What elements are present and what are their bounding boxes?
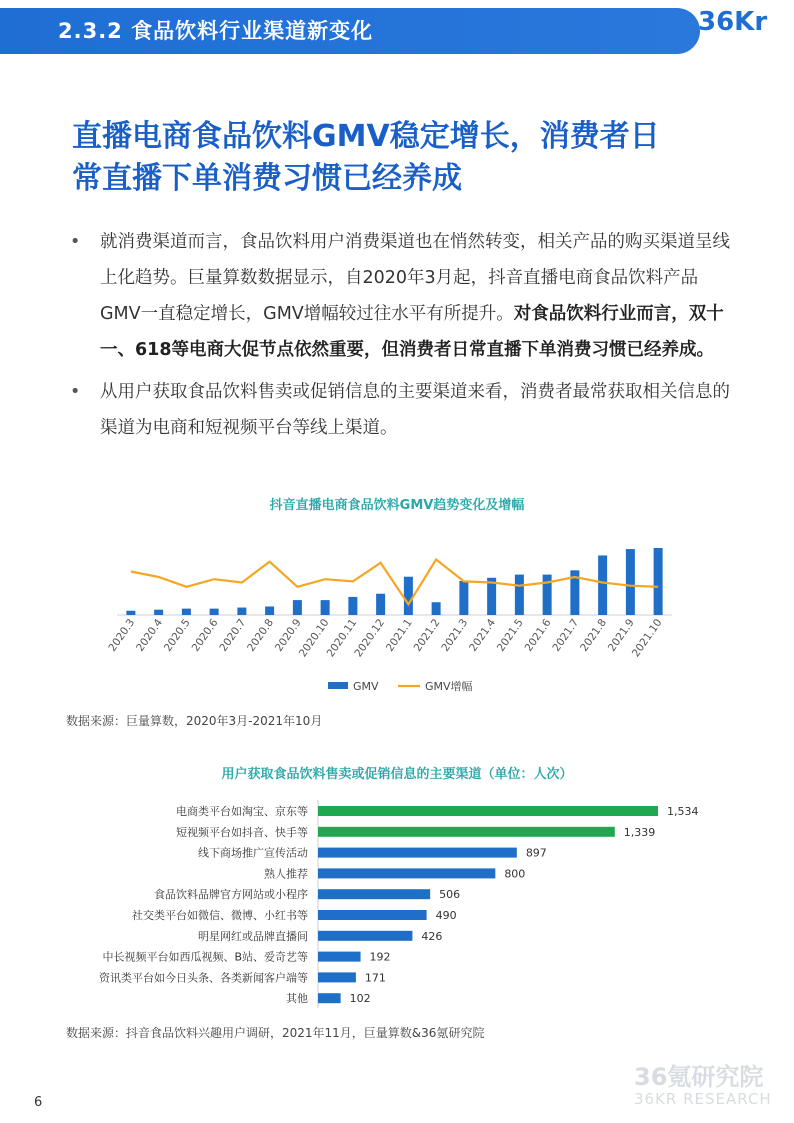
category-label: 电商类平台如淘宝、京东等	[176, 805, 308, 818]
value-label: 1,534	[667, 805, 699, 818]
bullet-dot-icon: •	[70, 232, 81, 252]
gmv-chart-source: 数据来源：巨量算数，2020年3月-2021年10月	[66, 714, 323, 728]
bullet-1-bold-text: 对食品饮料行业而言，双十一、618等电商大促节点依然重要，但消费者日常直播下单消费习惯已经养成。	[100, 304, 724, 360]
category-label: 资讯类平台如今日头条、各类新闻客户端等	[99, 971, 308, 985]
channel-bar	[318, 848, 517, 858]
x-tick-label: 2021.3	[439, 616, 471, 654]
x-tick-label: 2021.1	[383, 616, 415, 654]
x-tick-label: 2021.2	[411, 616, 443, 654]
x-tick-label: 2020.5	[161, 616, 193, 654]
category-label: 社交类平台如微信、微博、小红书等	[132, 909, 308, 922]
channel-bar	[318, 910, 427, 920]
channel-bar	[318, 931, 412, 941]
gmv-chart-title: 抖音直播电商食品饮料GMV趋势变化及增幅	[269, 498, 525, 513]
bullet-dot-icon: •	[70, 382, 81, 402]
value-label: 171	[364, 971, 386, 985]
value-label: 102	[349, 992, 371, 1006]
x-tick-label: 2020.9	[272, 616, 304, 654]
x-tick-label: 2021.4	[467, 616, 499, 654]
x-tick-label: 2020.10	[296, 616, 332, 660]
channel-bar	[318, 806, 658, 816]
x-tick-label: 2020.4	[134, 616, 166, 654]
channel-bar	[318, 889, 430, 899]
x-tick-label: 2020.8	[245, 616, 277, 654]
channel-bar	[318, 868, 495, 878]
x-tick-label: 2020.7	[217, 616, 249, 654]
watermark-cn: 36氪研究院	[634, 1063, 764, 1091]
category-label: 短视频平台如抖音、快手等	[176, 825, 308, 839]
page-number: 6	[34, 1095, 43, 1110]
logo-text: 36Kr	[698, 7, 768, 37]
value-label: 1,339	[623, 825, 656, 839]
x-tick-label: 2021.5	[494, 616, 526, 654]
bullet-1-text: 就消费渠道而言，食品饮料用户消费渠道也在悄然转变，相关产品的购买渠道呈线上化趋势。巨量算数数据显示，自2020年3月起，抖音直播电商食品饮料产品GMV一直稳定增长，GMV增幅较过往水平有所提升。	[100, 232, 730, 324]
value-label: 490	[435, 909, 457, 922]
value-label: 897	[525, 846, 547, 860]
x-tick-label: 2020.12	[352, 616, 388, 660]
value-label: 426	[421, 929, 443, 943]
x-tick-label: 2021.8	[578, 616, 610, 654]
channel-chart-title: 用户获取食品饮料售卖或促销信息的主要渠道（单位：人次）	[221, 767, 573, 782]
x-tick-label: 2021.6	[522, 616, 554, 654]
legend-growth-label: GMV增幅	[425, 680, 473, 693]
channel-bar	[318, 827, 615, 837]
channel-bar	[318, 972, 356, 982]
section-title: 2.3.2 食品饮料行业渠道新变化	[58, 19, 374, 43]
headline-line-1: 直播电商食品饮料GMV稳定增长，消费者日	[72, 119, 660, 154]
category-label: 其他	[286, 992, 308, 1006]
x-tick-label: 2021.7	[550, 616, 582, 654]
x-tick-label: 2021.10	[629, 616, 665, 660]
value-label: 192	[369, 950, 391, 964]
channel-bar	[318, 993, 341, 1003]
value-label: 506	[439, 888, 461, 902]
category-label: 明星网红或品牌直播间	[198, 929, 308, 943]
x-tick-label: 2020.3	[106, 616, 138, 654]
headline-line-2: 常直播下单消费习惯已经养成	[72, 161, 462, 196]
x-tick-label: 2020.6	[189, 616, 221, 654]
channel-bar	[318, 952, 361, 962]
category-label: 线下商场推广宣传活动	[198, 846, 308, 860]
watermark-en: 36KR RESEARCH	[634, 1090, 772, 1108]
category-label: 熟人推荐	[264, 867, 308, 881]
bullet-2-text: 从用户获取食品饮料售卖或促销信息的主要渠道来看，消费者最常获取相关信息的渠道为电商和短视频平台等线上渠道。	[100, 382, 730, 438]
value-label: 800	[504, 867, 526, 881]
category-label: 食品饮料品牌官方网站或小程序	[154, 888, 308, 902]
x-tick-label: 2021.9	[605, 616, 637, 654]
category-label: 中长视频平台如西瓜视频、B站、爱奇艺等	[102, 950, 308, 964]
channel-chart-source: 数据来源：抖音食品饮料兴趣用户调研，2021年11月，巨量算数&36氪研究院	[66, 1026, 485, 1040]
x-tick-label: 2020.11	[324, 616, 360, 660]
legend-gmv-label: GMV	[353, 680, 379, 693]
